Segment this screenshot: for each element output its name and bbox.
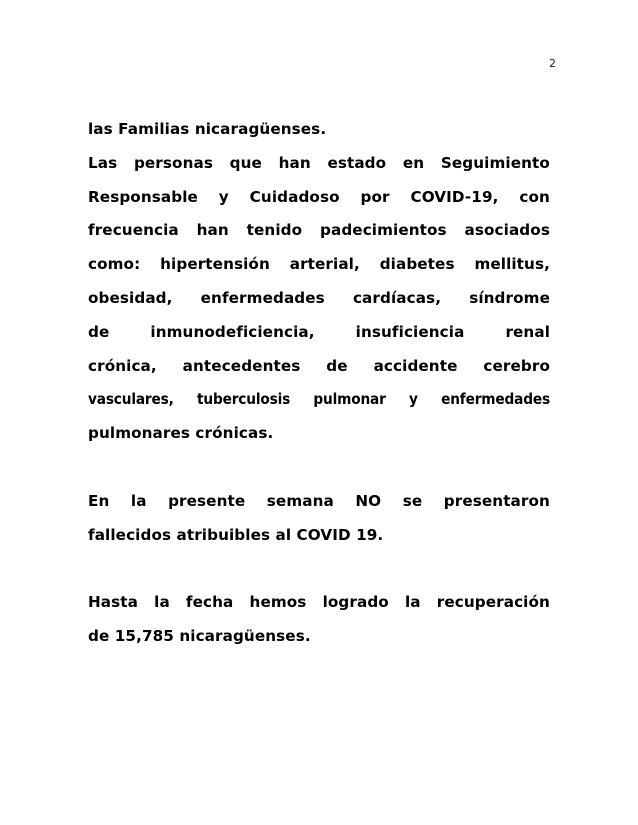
paragraph-line: En la presente semana NO se presentaron [88,491,550,510]
document-body [88,113,550,654]
paragraph-line: Las personas que han estado en Seguimiento [88,153,550,172]
paragraph-line: de inmunodeficiencia, insuficiencia renal [88,322,550,341]
paragraph-seguimiento-responsable [88,147,550,451]
page-number: 2 [549,57,556,70]
paragraph-line: Hasta la fecha hemos logrado la recuperación [88,593,550,612]
paragraph-fallecidos-semana [88,485,550,553]
paragraph-line: crónica, antecedentes de accidente cerebro [88,356,550,375]
paragraph-line: frecuencia han tenido padecimientos asociados [88,221,550,240]
paragraph-line: pulmonares crónicas. [88,424,274,443]
paragraph-line: fallecidos atribuibles al COVID 19. [88,525,384,544]
paragraph-intro-continuation [88,113,550,147]
paragraph-line: vasculares, tuberculosis pulmonar y enfermedades [88,390,550,409]
paragraph-line: las Familias nicaragüenses. [88,120,327,138]
paragraph-line: Responsable y Cuidadoso por COVID-19, con [88,187,550,206]
paragraph-line: como: hipertensión arterial, diabetes mellitus, [88,255,550,274]
paragraph-line: de 15,785 nicaragüenses. [88,626,311,645]
paragraph-recuperados-total [88,586,550,654]
paragraph-line: obesidad, enfermedades cardíacas, síndrome [88,288,550,307]
